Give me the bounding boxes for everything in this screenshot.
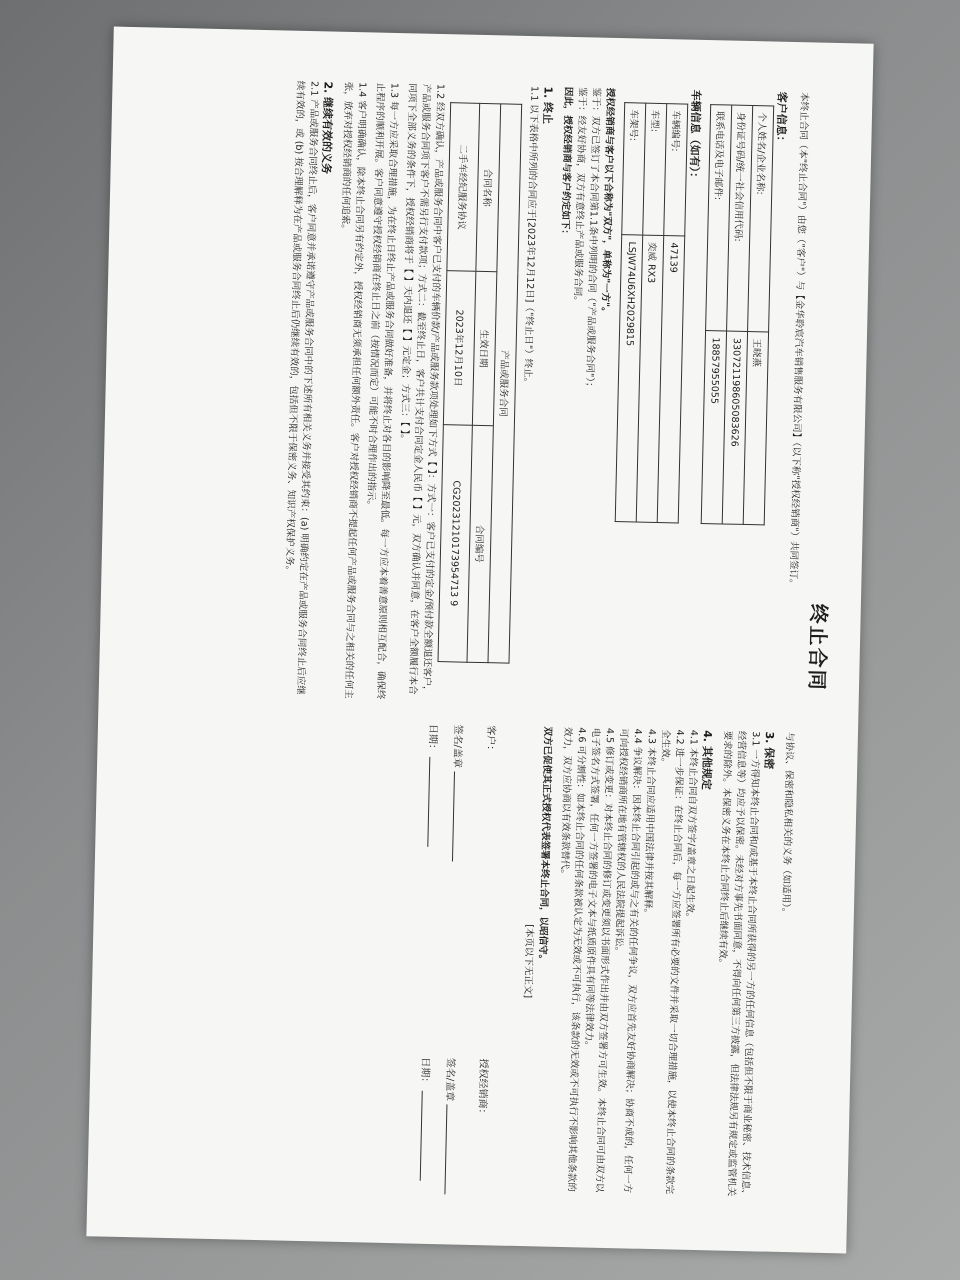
section-2-heading: 2. 继续有效的义务 [319,81,335,175]
sign-label: 签名/盖章 [443,1057,456,1102]
table-cell: 二手车经纪服务协议 [447,103,480,272]
section-1-heading: 1. 终止 [540,86,555,125]
clause-4-5: 4.5 修订或变更：对本终止合同的修订或变更须以书面形式作出并由双方签署方可生效。本终止合同可由双方以电子签名方式签署，任何一方签署的电子文本与纸质原件具有同等法律效力。 [582,727,616,1193]
column-header: 合同名称 [476,103,501,272]
dealer-label: 授权经销商： [476,1058,489,1119]
sign-label: 签名/盖章 [451,724,464,769]
preamble-line: 授权经销商与客户以下合称为"双方"，单称为"一方"。 [599,87,616,317]
clause-2-1: 2.1 产品或服务合同终止后，客户同意并承诺遵守产品或服务合同中的下述所有相关义务并接受其约束：(a) 明确约定在产品或服务合同终止后应继续有效的，或 (b) 按合理解释为在产品或服务合同终止后仍继续有效的，包括但不限于保密义务、知识产权保护义务。 [283,80,320,695]
table-cell: 车架号: [622,103,646,236]
intro-text: 本终止合同（本"终止合同"）由您（"客户"）与【金华聆宸汽车销售服务有限公司】（以下称"授权经销商"）共同签订。 [787,92,810,589]
right-column [416,724,796,1202]
preamble-line: 鉴于：经友好协商，双方有意终止产品或服务合同。 [571,87,588,306]
contract-page [86,27,873,1254]
page-title: 终止合同 [804,603,831,692]
table-cell: 47139 [657,236,685,523]
customer-heading: 客户信息： [774,91,789,147]
table-cell: 奕威 RX3 [636,235,664,522]
date-label: 日期： [426,723,439,755]
dealer-signature [416,1057,492,1195]
date-line [427,757,430,847]
table-cell: 身份证号码/统一社会信用代码: [727,105,753,332]
date-line [420,1090,423,1180]
column-header: 生效日期 [472,272,496,426]
vehicle-table [615,102,689,523]
table-cell: LSJW74U6XH2029815 [615,235,643,522]
table-caption: 产品或服务合同 [488,104,522,663]
clause-3-1: 3.1 一方得知本终止合同和/或基于本终止合同所获得的另一方的任何信息（包括但不限于商业秘密、技术信息、经营信息等）均应予以保密。未经对方事先书面同意，不得向任何第三方披露，但法律法规另有规定或监管机关要求的除外。本保密义务在本终止合同终止后继续有效。 [716,730,761,1200]
clause-4-2: 4.2 进一步保证：在终止合同后，每一方应签署所有必要的文件并采取一切合理措施，以使本终止合同的条款完全生效。 [659,729,686,1195]
table-cell: 个人姓名/企业名称: [748,106,774,333]
column-header: 合同编号 [467,425,493,663]
sign-line [452,771,455,861]
signature-block [416,724,500,1196]
preamble-line: 因此，授权经销商与客户约定如下： [559,86,574,239]
table-cell: 王晓燕 [743,332,768,525]
table-cell: 330721198605083626 [722,331,747,524]
table-cell: CG20231210173954713 9 [438,424,472,662]
date-label: 日期： [418,1057,431,1088]
clause-4-1: 4.1 本终止合同自双方签字/盖章之日起生效。 [683,729,700,923]
sign-line [444,1104,447,1194]
table-cell: 车型: [643,103,667,236]
contract-table [437,102,522,663]
clause-4-4: 4.4 争议解决：因本终止合同引起的或与之有关的任何争议，双方应首先友好协商解决；协商不成的，任何一方可向授权经销商所在地有管辖权的人民法院提起诉讼。 [612,728,644,1194]
customer-label: 客户： [484,725,497,756]
table-cell: 2023年12月10日 [443,271,475,425]
clause-4-3: 4.3 本终止合同应适用中国法律并按其解释。 [641,728,658,919]
table-cell: 联系电话及电子邮件: [706,105,732,332]
clause-1-4: 1.4 客户明确确认，除本终止合同另有约定外，授权经销商无须承担任何额外责任。客户对授权经销商不提起任何产品或服务合同与之相关的任何主张，放弃对授权经销商的任何追索。 [339,81,368,699]
clause-1-2: 1.2 经双方确认，产品或服务合同中客户已支付的车辆价款/产品或服务款项处理如下方式【 】：方式一：客户已支付的定金/预付款全额退还客户，产品或服务合同项下客户不需另行支付款项；方式二：截至终止日，客户共计支付合同定金人民币【 】元，双方确认并同意，在客户全额履行本合同项下全部义务的条件下，授权经销商将于【 】天内退还【 】元定金；方式三：【 】。 [398,83,446,696]
section-4-heading: 4. 其他规定 [699,730,715,790]
no-text-note: [本页以下无正文] [521,924,535,999]
section-3-lead: 与协议、保密和隐私相关的义务（如适用）。 [779,731,795,918]
preamble-line: 鉴于：双方已签订了本合同第1.1条中列明的合同（"产品或服务合同"）； [583,87,602,392]
section-3-heading: 3. 保密 [762,731,776,770]
clause-1-1: 1.1 以下表格中所列的合同应于[2023年12月12日]（"终止日"）终止。 [521,85,540,388]
closing-text: 双方已促使其正式授权代表签署本终止合同，以昭信守。 [536,726,554,965]
customer-table [701,104,775,525]
vehicle-heading: 车辆信息（如有）： [687,89,703,184]
clause-1-3: 1.3 每一方应采取合理措施，为在终止日终止产品或服务合同做好准备，并将终止对各目的影响降至最低。每一方应本着善意原则相互配合，确保终止程序的顺利开展。客户同意遵守授权经销商在终止日之前（按情况而定）可能不时合理作出的指示。 [364,82,400,700]
table-cell: 车辆编号: [664,104,688,237]
table-cell: 18857955055 [701,331,726,524]
clause-4-6: 4.6 可分割性：如本终止合同的任何条款被认定为无效或不可执行，该条款的无效或不可执行不影响其他条款的效力，双方应协商以有效条款替代。 [558,726,588,1192]
left-column [279,81,811,713]
customer-signature [424,724,500,862]
